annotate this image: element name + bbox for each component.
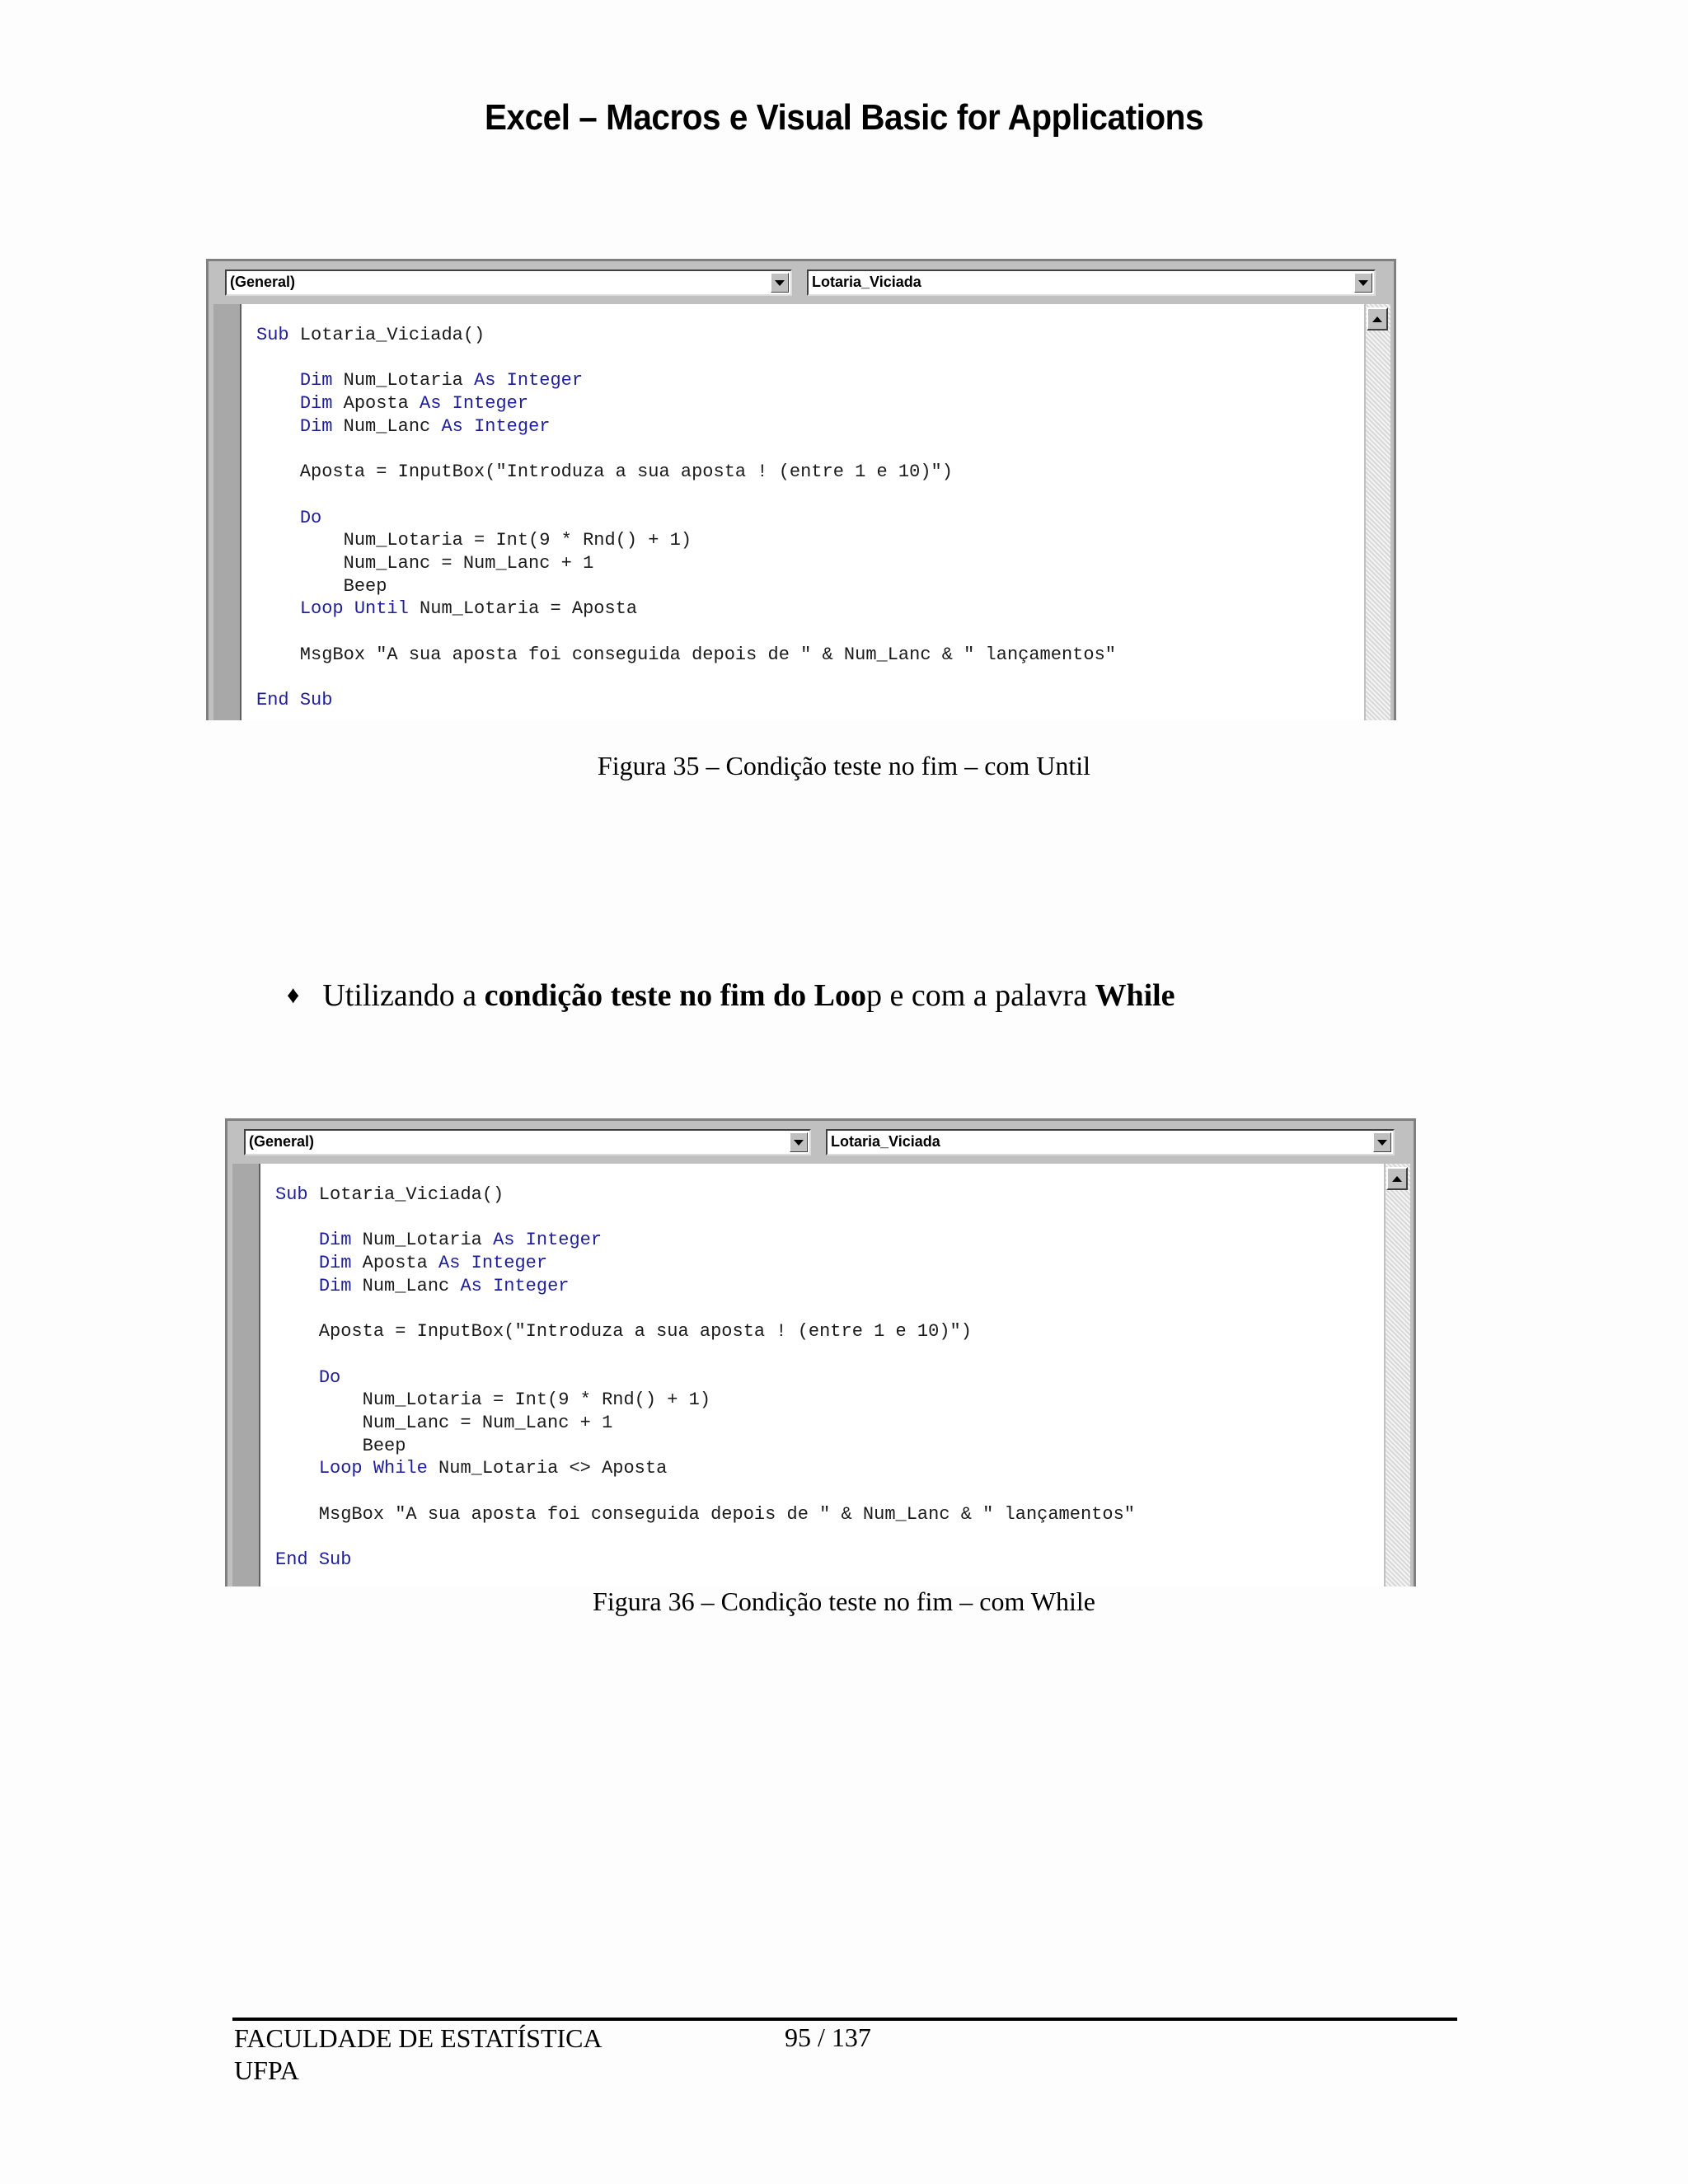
page-header-title: Excel – Macros e Visual Basic for Applications: [484, 97, 1204, 138]
figure-caption: Figura 35 – Condição teste no fim – com Until: [597, 751, 1091, 780]
code-text: Num_Lanc = Num_Lanc + 1: [275, 1412, 613, 1433]
procedure-combo-value: Lotaria_Viciada: [812, 274, 921, 290]
code-text: [275, 1230, 319, 1250]
bullet-bold-text: condição teste no fim do Loo: [484, 978, 866, 1013]
code-line: [275, 1320, 1135, 1343]
code-text: Num_Lanc: [332, 415, 442, 437]
code-text: [495, 370, 506, 391]
code-line: [275, 1549, 1135, 1572]
code-keyword: As: [493, 1230, 515, 1251]
code-keyword: End: [256, 690, 289, 710]
code-line: [275, 1343, 1135, 1366]
code-text: Lotaria_Viciada(): [288, 325, 485, 345]
code-text: MsgBox "A sua aposta foi conseguida depois de " & Num_Lanc & " lançamentos": [256, 644, 1116, 665]
code-line: [256, 484, 1116, 507]
code-keyword: Dim: [318, 1230, 352, 1251]
code-text: Aposta = InputBox("Introduza a sua aposta ! (entre 1 e 10)"): [256, 462, 953, 483]
code-keyword: Do: [299, 507, 322, 528]
code-line: [275, 1229, 1135, 1252]
object-combo[interactable]: [225, 269, 792, 296]
code-listing: [256, 324, 1116, 712]
margin-indicator-bar: [232, 1164, 260, 1586]
code-text: Num_Lotaria: [332, 370, 475, 391]
code-text: [308, 1549, 319, 1570]
bullet-paragraph: [287, 977, 1175, 1014]
code-line: [256, 529, 1116, 552]
code-text: [363, 1458, 373, 1479]
code-line: [275, 1252, 1135, 1275]
code-text: [441, 393, 452, 414]
code-text: [482, 1276, 493, 1296]
vba-code-window-while: [225, 1118, 1416, 1586]
code-keyword: Loop: [299, 598, 344, 620]
code-keyword: Until: [354, 598, 409, 620]
code-line: [256, 644, 1116, 667]
chevron-down-icon[interactable]: [790, 1132, 808, 1152]
code-text: Num_Lotaria = Aposta: [408, 598, 638, 620]
code-line: [275, 1183, 1135, 1207]
page-number: 95 / 137: [785, 2022, 871, 2052]
code-text: [256, 508, 300, 528]
code-line: [275, 1412, 1135, 1435]
code-keyword: Integer: [474, 415, 551, 437]
code-text: Num_Lanc = Num_Lanc + 1: [256, 552, 594, 574]
code-keyword: Integer: [525, 1230, 603, 1251]
margin-indicator-bar: [213, 304, 241, 720]
code-text: Num_Lotaria = Int(9 * Rnd() + 1): [275, 1390, 711, 1411]
code-keyword: Dim: [299, 415, 333, 437]
code-text: MsgBox "A sua aposta foi conseguida depois de " & Num_Lanc & " lançamentos": [275, 1503, 1135, 1525]
code-line: [256, 598, 1116, 621]
code-text: Num_Lotaria: [351, 1230, 494, 1251]
code-line: [256, 621, 1116, 644]
code-text: Aposta: [351, 1253, 439, 1274]
chevron-down-icon[interactable]: [1373, 1132, 1391, 1152]
code-text: [256, 370, 300, 391]
code-text: Beep: [256, 575, 387, 597]
code-line: [275, 1503, 1135, 1526]
vertical-scrollbar[interactable]: [1386, 1164, 1410, 1586]
code-text: [275, 1276, 319, 1296]
chevron-down-icon[interactable]: [771, 273, 789, 293]
code-line: [275, 1297, 1135, 1320]
code-text: [256, 416, 300, 437]
code-text: [256, 598, 300, 619]
code-keyword: Sub: [256, 325, 289, 345]
code-text: [256, 393, 300, 414]
code-line: [256, 552, 1116, 575]
code-keyword: Sub: [299, 690, 333, 710]
code-keyword: Integer: [471, 1253, 548, 1274]
figure-caption: Figura 36 – Condição teste no fim – com While: [593, 1586, 1095, 1616]
procedure-combo[interactable]: [807, 269, 1376, 296]
code-keyword: Dim: [299, 393, 333, 415]
code-text: Num_Lanc: [351, 1275, 461, 1296]
object-combo[interactable]: [244, 1129, 811, 1155]
code-text: [344, 598, 354, 619]
code-text: [289, 690, 300, 710]
code-keyword: Dim: [318, 1275, 352, 1296]
code-keyword: Integer: [452, 393, 529, 415]
code-line: [275, 1435, 1135, 1458]
code-keyword: Integer: [506, 370, 584, 391]
code-text: Aposta: [332, 393, 420, 415]
bullet-text: Utilizando a: [322, 978, 485, 1013]
footer-university: UFPA: [234, 2055, 299, 2085]
code-keyword: As: [441, 415, 463, 437]
code-text: Aposta = InputBox("Introduza a sua aposta ! (entre 1 e 10)"): [275, 1321, 972, 1343]
code-line: [275, 1366, 1135, 1390]
code-line: [256, 689, 1116, 712]
code-text: [275, 1458, 319, 1479]
footer-divider: [232, 2018, 1457, 2021]
code-keyword: Dim: [299, 370, 333, 391]
code-keyword: End: [275, 1549, 308, 1570]
code-line: [256, 415, 1116, 438]
vertical-scrollbar[interactable]: [1366, 304, 1390, 720]
code-line: [275, 1480, 1135, 1503]
code-text: Num_Lotaria <> Aposta: [427, 1458, 668, 1479]
diamond-bullet-icon: ♦: [287, 982, 300, 1009]
code-keyword: As: [420, 393, 442, 415]
code-line: [256, 324, 1116, 347]
code-window-combo-bar: [227, 1121, 1414, 1160]
code-line: [256, 369, 1116, 392]
scroll-up-arrow-icon[interactable]: [1386, 1167, 1408, 1190]
code-line: [256, 392, 1116, 415]
code-editor-area[interactable]: [260, 1164, 1384, 1586]
code-text: [514, 1230, 525, 1250]
code-text: [463, 416, 474, 437]
code-text: [460, 1253, 471, 1273]
code-line: [275, 1389, 1135, 1412]
scroll-up-arrow-icon[interactable]: [1367, 307, 1388, 330]
code-keyword: Sub: [318, 1549, 352, 1570]
code-line: [275, 1457, 1135, 1480]
code-line: [256, 507, 1116, 530]
code-line: [256, 666, 1116, 689]
code-line: [256, 347, 1116, 370]
procedure-combo[interactable]: [826, 1129, 1395, 1155]
code-line: [256, 438, 1116, 461]
code-line: [256, 575, 1116, 598]
code-keyword: As: [474, 370, 496, 391]
footer-institution: [234, 2022, 603, 2087]
code-window-combo-bar: [209, 261, 1394, 301]
chevron-down-icon[interactable]: [1354, 273, 1372, 293]
code-listing: [275, 1183, 1135, 1572]
code-keyword: Loop: [318, 1458, 363, 1479]
bullet-bold-keyword: While: [1095, 978, 1175, 1013]
code-keyword: Do: [318, 1366, 341, 1388]
code-keyword: As: [460, 1275, 482, 1296]
code-keyword: While: [373, 1458, 428, 1479]
code-line: [275, 1207, 1135, 1230]
code-line: [275, 1526, 1135, 1549]
code-text: [275, 1253, 319, 1273]
code-keyword: Sub: [275, 1184, 308, 1205]
code-text: Num_Lotaria = Int(9 * Rnd() + 1): [256, 530, 692, 551]
bullet-text: p e com a palavra: [865, 978, 1095, 1013]
code-text: [275, 1367, 319, 1388]
object-combo-value: (General): [230, 274, 296, 290]
code-keyword: Dim: [318, 1253, 352, 1274]
code-line: [256, 461, 1116, 484]
code-text: Lotaria_Viciada(): [307, 1184, 504, 1205]
object-combo-value: (General): [249, 1133, 315, 1150]
vba-code-window-until: [206, 259, 1396, 720]
code-editor-area[interactable]: [241, 304, 1364, 720]
code-keyword: As: [438, 1253, 461, 1274]
code-text: Beep: [275, 1435, 406, 1456]
code-keyword: Integer: [493, 1275, 570, 1296]
procedure-combo-value: Lotaria_Viciada: [831, 1133, 940, 1150]
footer-faculty: FACULDADE DE ESTATÍSTICA: [234, 2023, 603, 2053]
code-line: [275, 1275, 1135, 1298]
